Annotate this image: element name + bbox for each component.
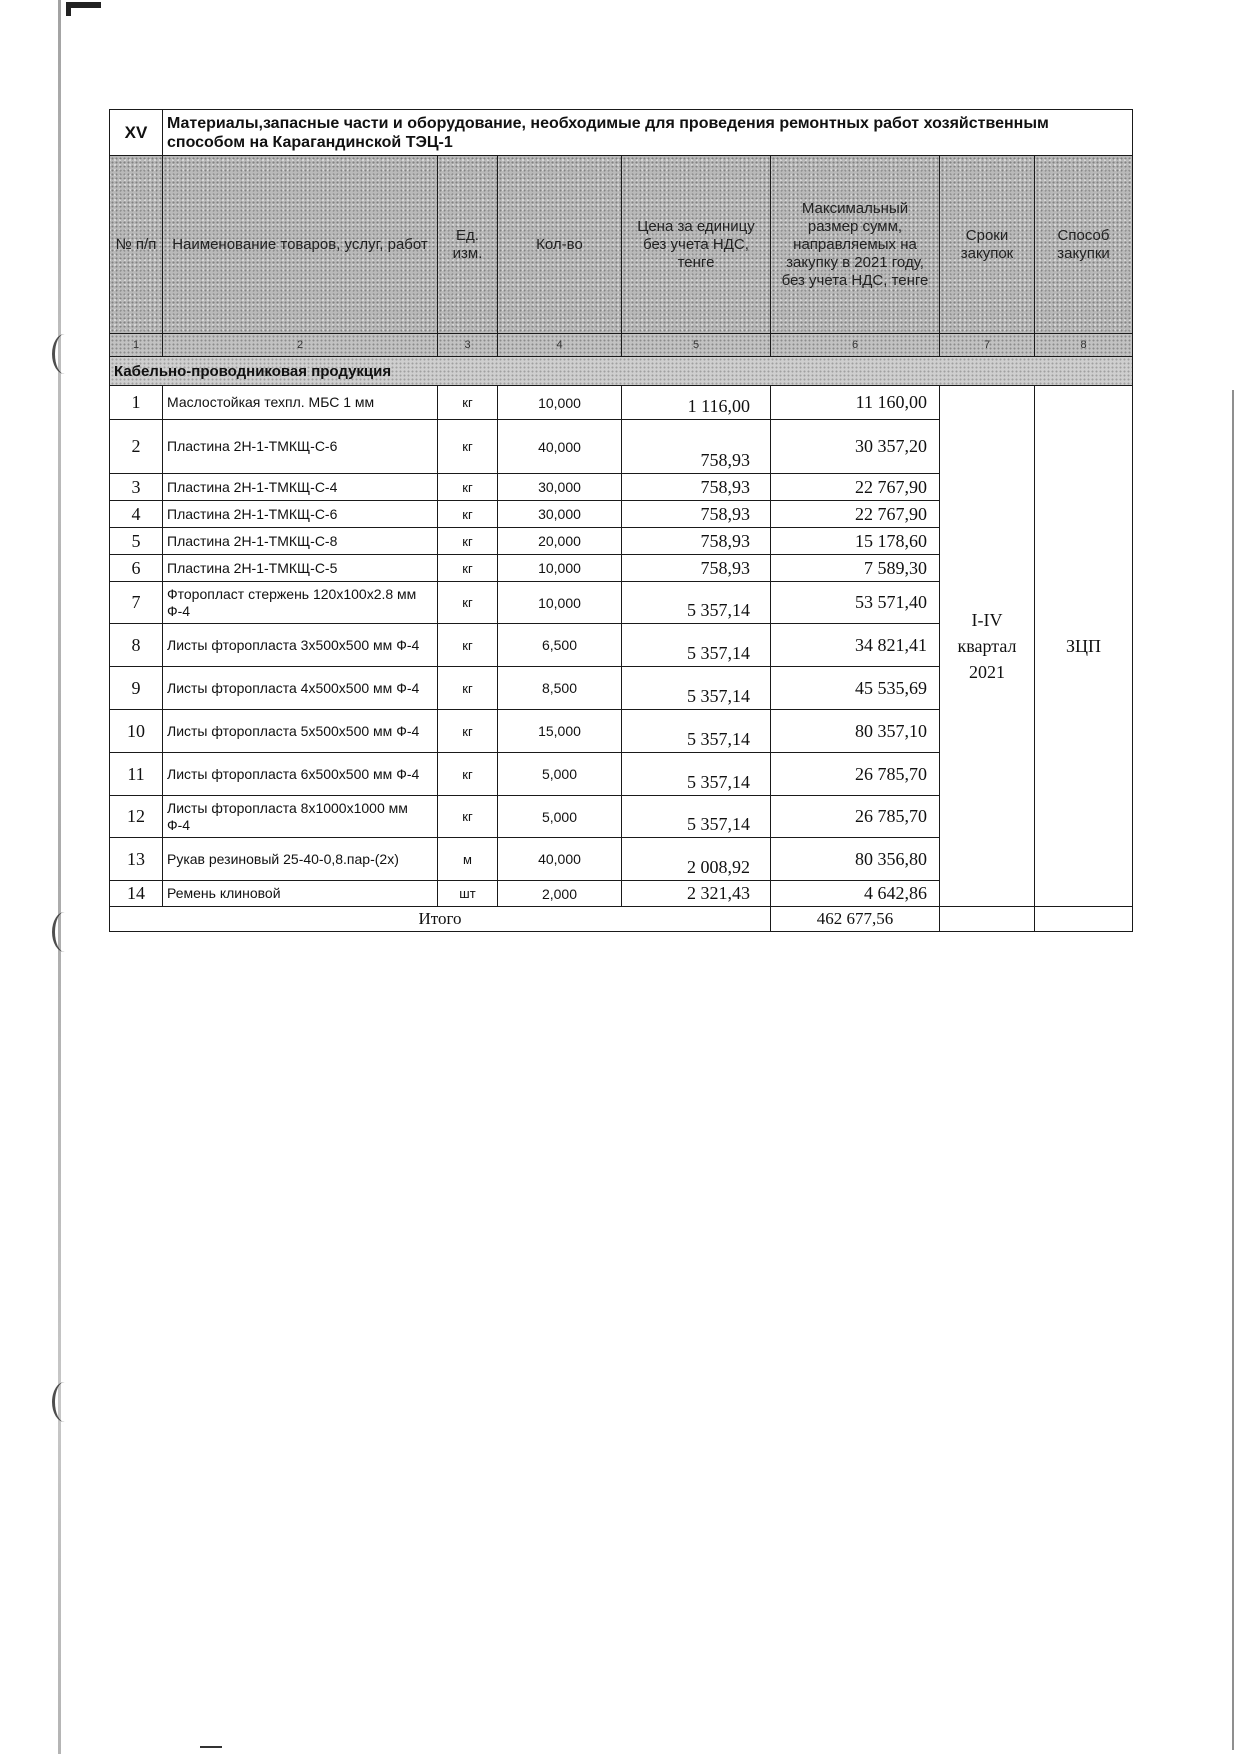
row-unit: кг xyxy=(438,386,498,420)
punch-hole-mark xyxy=(52,334,77,374)
header-price: Цена за единицу без учета НДС, тенге xyxy=(622,156,771,334)
row-number: 13 xyxy=(110,838,163,881)
row-price: 5 357,14 xyxy=(622,710,771,753)
row-unit: кг xyxy=(438,753,498,796)
header-max-sum: Максимальный размер сумм, направляемых на закупку в 2021 году, без учета НДС, тенге xyxy=(771,156,940,334)
row-number: 14 xyxy=(110,881,163,907)
scan-edge-right xyxy=(1232,390,1234,1750)
row-unit: шт xyxy=(438,881,498,907)
row-number: 6 xyxy=(110,555,163,582)
header-qty: Кол-во xyxy=(498,156,622,334)
row-sum: 22 767,90 xyxy=(771,501,940,528)
row-unit: кг xyxy=(438,420,498,474)
row-sum: 4 642,86 xyxy=(771,881,940,907)
row-sum: 7 589,30 xyxy=(771,555,940,582)
row-number: 11 xyxy=(110,753,163,796)
row-qty: 20,000 xyxy=(498,528,622,555)
row-name: Фторопласт стержень 120х100х2.8 мм Ф-4 xyxy=(163,582,438,624)
row-sum: 26 785,70 xyxy=(771,796,940,838)
header-no: № п/п xyxy=(110,156,163,334)
row-price: 2 321,43 xyxy=(622,881,771,907)
row-qty: 10,000 xyxy=(498,555,622,582)
column-number-row xyxy=(110,334,1133,357)
row-qty: 30,000 xyxy=(498,474,622,501)
row-unit: кг xyxy=(438,501,498,528)
row-sum: 34 821,41 xyxy=(771,624,940,667)
row-unit: кг xyxy=(438,582,498,624)
row-number: 7 xyxy=(110,582,163,624)
row-price: 758,93 xyxy=(622,501,771,528)
row-name: Листы фторопласта 8х1000х1000 мм Ф-4 xyxy=(163,796,438,838)
total-label: Итого xyxy=(110,907,771,932)
row-sum: 15 178,60 xyxy=(771,528,940,555)
row-name: Листы фторопласта 5х500х500 мм Ф-4 xyxy=(163,710,438,753)
total-sum: 462 677,56 xyxy=(771,907,940,932)
row-price: 758,93 xyxy=(622,528,771,555)
column-number: 1 xyxy=(110,334,163,357)
row-number: 12 xyxy=(110,796,163,838)
row-sum: 53 571,40 xyxy=(771,582,940,624)
header-unit: Ед. изм. xyxy=(438,156,498,334)
row-price: 5 357,14 xyxy=(622,753,771,796)
row-unit: кг xyxy=(438,474,498,501)
row-qty: 5,000 xyxy=(498,753,622,796)
row-name: Пластина 2Н-1-ТМКЩ-С-6 xyxy=(163,420,438,474)
row-unit: кг xyxy=(438,528,498,555)
row-qty: 10,000 xyxy=(498,582,622,624)
row-qty: 40,000 xyxy=(498,838,622,881)
section-number: XV xyxy=(110,110,163,156)
column-number: 3 xyxy=(438,334,498,357)
column-number: 4 xyxy=(498,334,622,357)
header-method: Способ закупки xyxy=(1035,156,1133,334)
row-name: Пластина 2Н-1-ТМКЩ-С-8 xyxy=(163,528,438,555)
row-sum: 45 535,69 xyxy=(771,667,940,710)
row-price: 5 357,14 xyxy=(622,582,771,624)
row-qty: 2,000 xyxy=(498,881,622,907)
section-label: Кабельно-проводниковая продукция xyxy=(110,357,1133,386)
row-price: 2 008,92 xyxy=(622,838,771,881)
total-row xyxy=(110,907,1133,932)
row-number: 9 xyxy=(110,667,163,710)
row-unit: м xyxy=(438,838,498,881)
row-price: 5 357,14 xyxy=(622,796,771,838)
header-terms: Сроки закупок xyxy=(940,156,1035,334)
scan-corner-mark xyxy=(66,2,101,16)
row-sum: 22 767,90 xyxy=(771,474,940,501)
row-sum: 26 785,70 xyxy=(771,753,940,796)
row-unit: кг xyxy=(438,710,498,753)
column-number: 7 xyxy=(940,334,1035,357)
column-number: 8 xyxy=(1035,334,1133,357)
row-number: 5 xyxy=(110,528,163,555)
total-method-empty xyxy=(1035,907,1133,932)
row-price: 5 357,14 xyxy=(622,667,771,710)
row-sum: 80 356,80 xyxy=(771,838,940,881)
row-qty: 40,000 xyxy=(498,420,622,474)
title-row xyxy=(110,110,1133,156)
row-unit: кг xyxy=(438,555,498,582)
column-number: 2 xyxy=(163,334,438,357)
purchase-terms: I-IV квартал 2021 xyxy=(940,386,1035,907)
column-number: 5 xyxy=(622,334,771,357)
scan-edge-left xyxy=(58,0,61,1754)
row-qty: 8,500 xyxy=(498,667,622,710)
row-price: 758,93 xyxy=(622,555,771,582)
row-unit: кг xyxy=(438,624,498,667)
row-name: Листы фторопласта 4х500х500 мм Ф-4 xyxy=(163,667,438,710)
row-name: Листы фторопласта 6х500х500 мм Ф-4 xyxy=(163,753,438,796)
row-price: 758,93 xyxy=(622,474,771,501)
row-name: Ремень клиновой xyxy=(163,881,438,907)
row-name: Листы фторопласта 3х500х500 мм Ф-4 xyxy=(163,624,438,667)
row-number: 8 xyxy=(110,624,163,667)
total-terms-empty xyxy=(940,907,1035,932)
section-row xyxy=(110,357,1133,386)
row-sum: 11 160,00 xyxy=(771,386,940,420)
table-title: Материалы,запасные части и оборудование, необходимые для проведения ремонтных работ хозяйственным способом на Карагандинской ТЭЦ-1 xyxy=(163,110,1133,156)
row-qty: 30,000 xyxy=(498,501,622,528)
purchase-method: ЗЦП xyxy=(1035,386,1133,907)
row-qty: 15,000 xyxy=(498,710,622,753)
row-price: 758,93 xyxy=(622,420,771,474)
row-number: 2 xyxy=(110,420,163,474)
procurement-table xyxy=(109,109,1133,932)
row-qty: 5,000 xyxy=(498,796,622,838)
row-name: Пластина 2Н-1-ТМКЩ-С-6 xyxy=(163,501,438,528)
punch-hole-mark xyxy=(52,1382,77,1422)
row-number: 10 xyxy=(110,710,163,753)
row-price: 1 116,00 xyxy=(622,386,771,420)
column-number: 6 xyxy=(771,334,940,357)
header-row xyxy=(110,156,1133,334)
scan-mark xyxy=(200,1746,222,1748)
row-name: Рукав резиновый 25-40-0,8.пар-(2х) xyxy=(163,838,438,881)
row-name: Пластина 2Н-1-ТМКЩ-С-5 xyxy=(163,555,438,582)
header-name: Наименование товаров, услуг, работ xyxy=(163,156,438,334)
row-number: 1 xyxy=(110,386,163,420)
row-number: 3 xyxy=(110,474,163,501)
punch-hole-mark xyxy=(52,912,77,952)
row-name: Пластина 2Н-1-ТМКЩ-С-4 xyxy=(163,474,438,501)
row-name: Маслостойкая техпл. МБС 1 мм xyxy=(163,386,438,420)
row-sum: 80 357,10 xyxy=(771,710,940,753)
row-qty: 10,000 xyxy=(498,386,622,420)
row-qty: 6,500 xyxy=(498,624,622,667)
table-row xyxy=(110,386,1133,420)
row-unit: кг xyxy=(438,667,498,710)
row-number: 4 xyxy=(110,501,163,528)
row-price: 5 357,14 xyxy=(622,624,771,667)
row-unit: кг xyxy=(438,796,498,838)
row-sum: 30 357,20 xyxy=(771,420,940,474)
